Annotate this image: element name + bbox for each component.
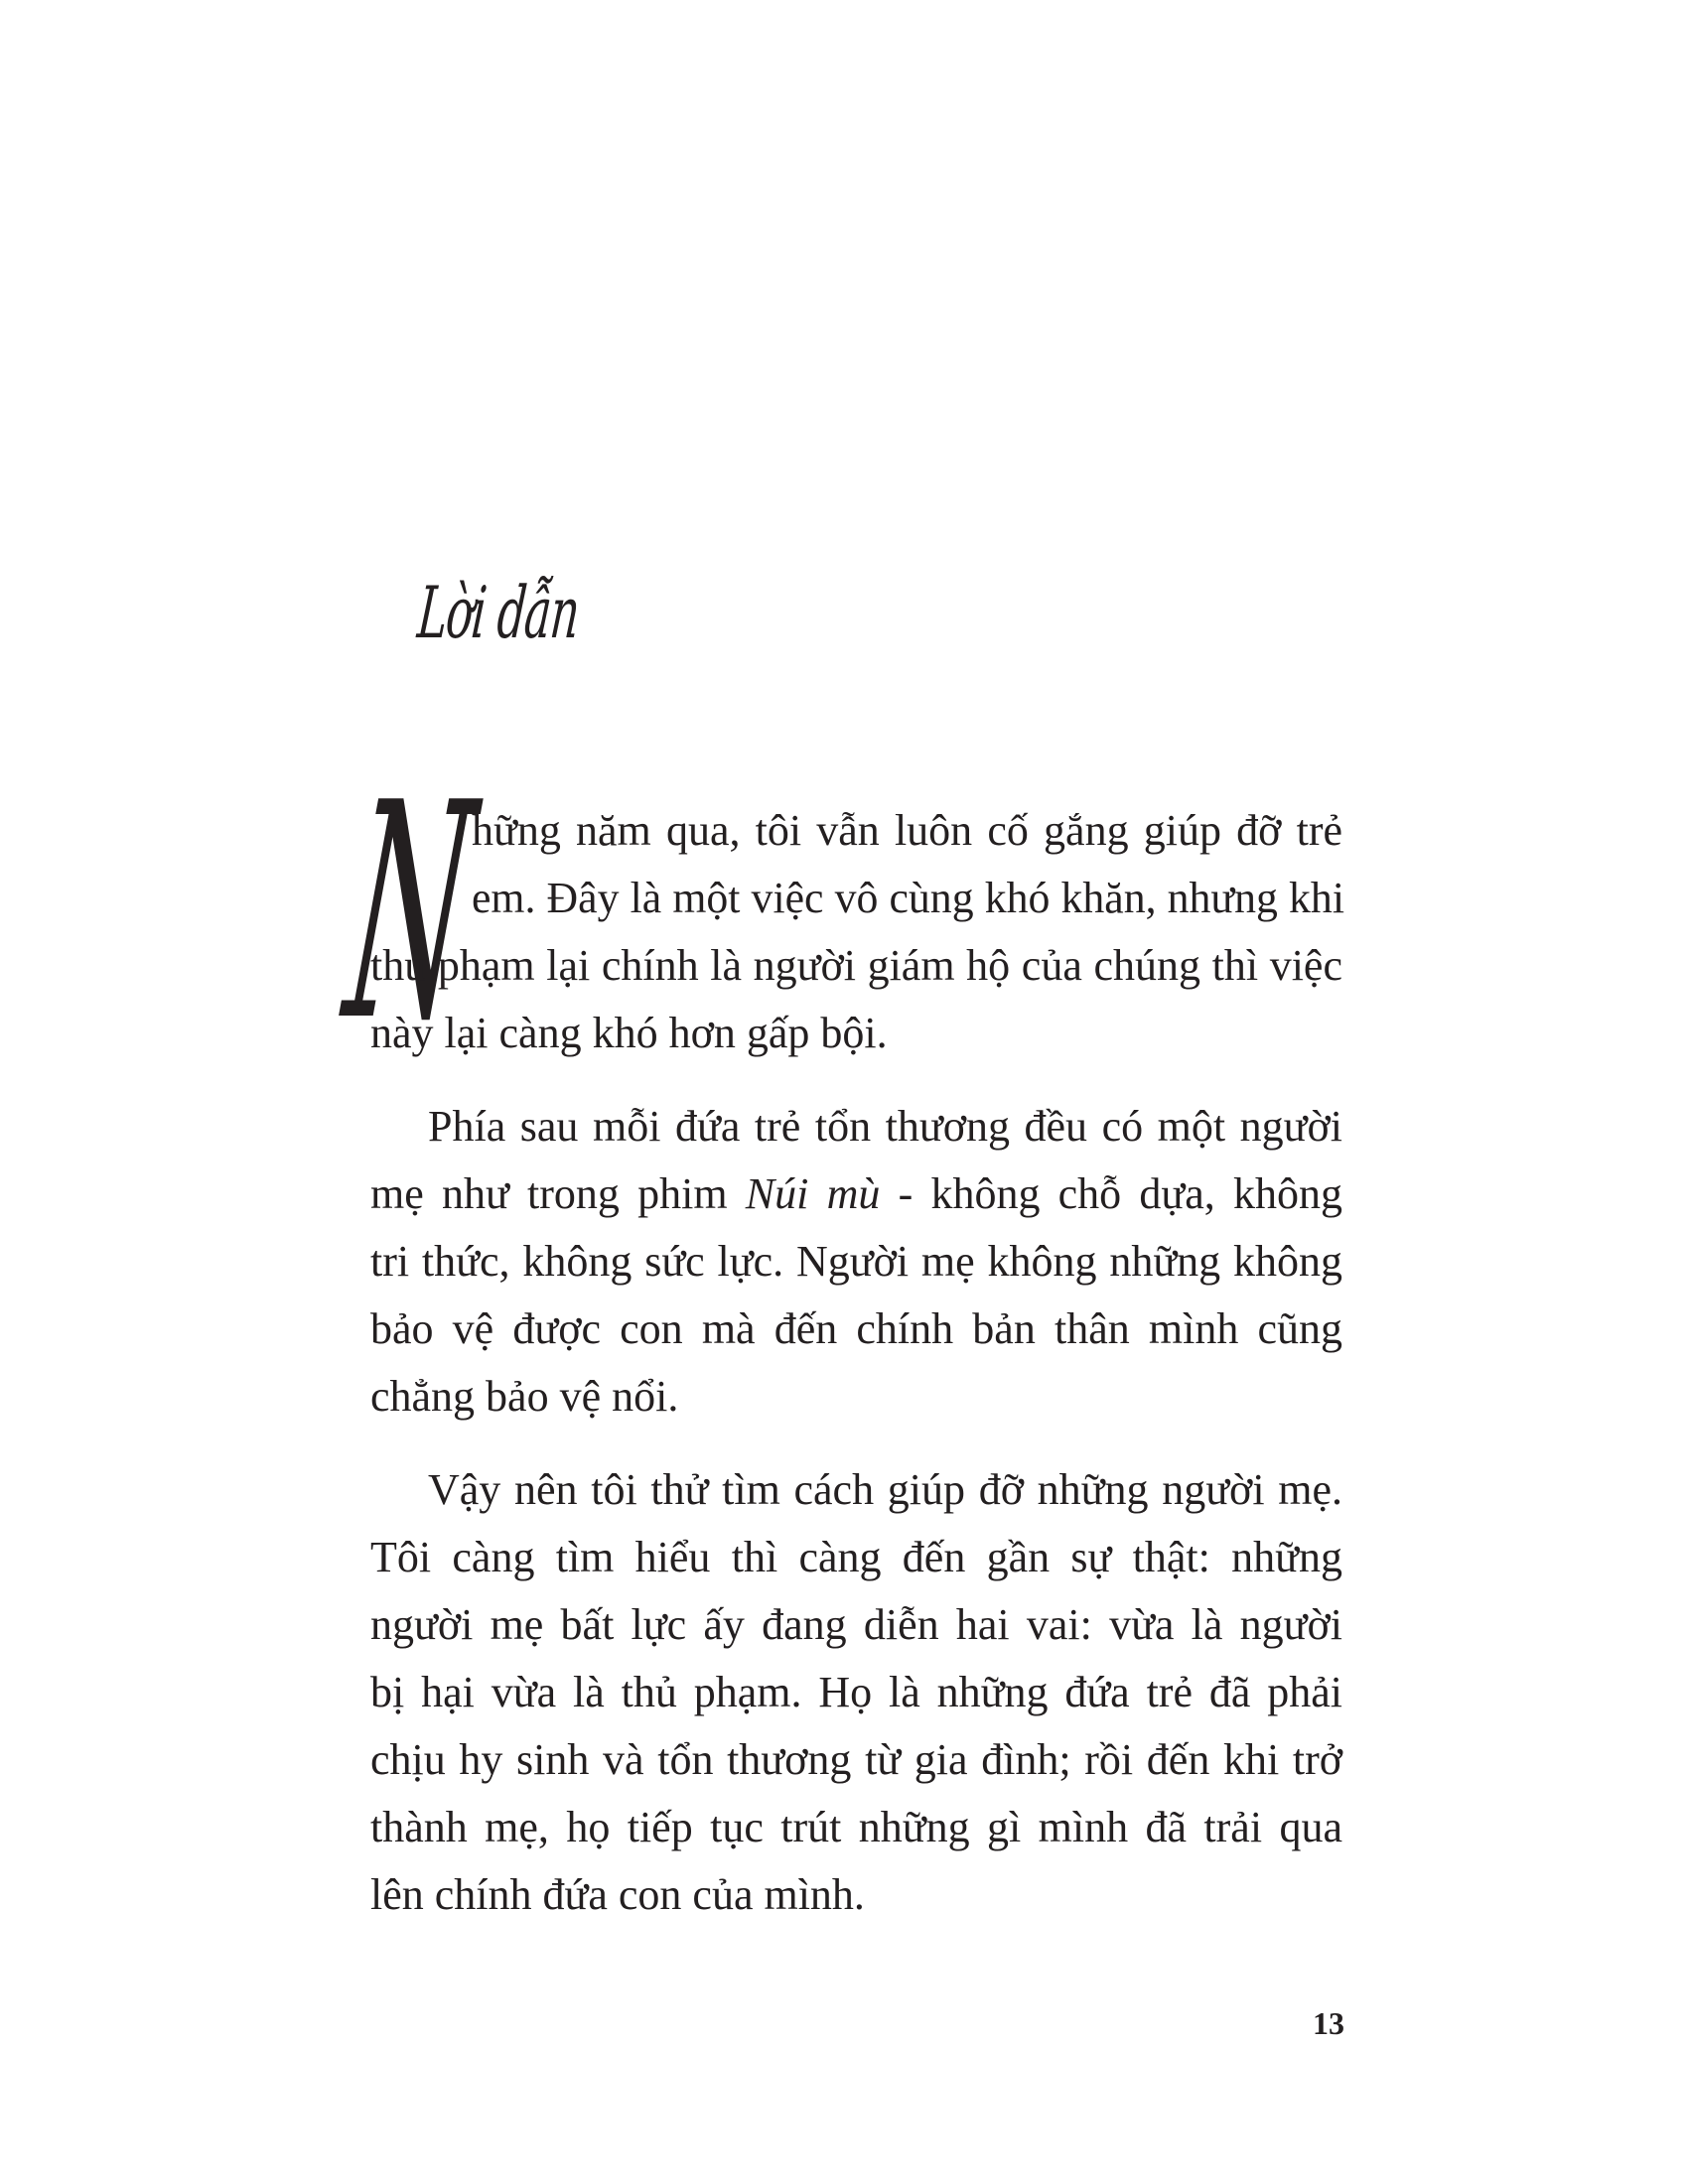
page-number: 13 <box>1313 2005 1344 2041</box>
text-line: em. Đây là một việc vô cùng khó khăn, nhưng khi <box>472 874 1344 922</box>
text-line: thành mẹ, họ tiếp tục trút những gì mình đã trải qua <box>370 1803 1342 1851</box>
text-line: này lại càng khó hơn gấp bội. <box>370 1009 888 1057</box>
text-line: Phía sau mỗi đứa trẻ tổn thương đều có một người <box>428 1102 1342 1151</box>
text-line: người mẹ bất lực ấy đang diễn hai vai: vừa là người <box>370 1600 1342 1649</box>
text-line: bảo vệ được con mà đến chính bản thân mình cũng <box>370 1304 1342 1353</box>
text-line: hững năm qua, tôi vẫn luôn cố gắng giúp đỡ trẻ <box>472 806 1342 855</box>
drop-cap: N <box>335 740 486 1086</box>
chapter-title: Lời dẫn <box>414 571 582 654</box>
text-line: bị hại vừa là thủ phạm. Họ là những đứa trẻ đã phải <box>370 1668 1342 1716</box>
text-line: Tôi càng tìm hiểu thì càng đến gần sự thật: những <box>370 1533 1342 1581</box>
text-line: tri thức, không sức lực. Người mẹ không những không <box>370 1237 1342 1286</box>
text-line: chẳng bảo vệ nổi. <box>370 1372 679 1421</box>
text-line: Vậy nên tôi thử tìm cách giúp đỡ những người mẹ. <box>428 1465 1342 1514</box>
text-line: chịu hy sinh và tổn thương từ gia đình; rồi đến khi trở <box>370 1735 1342 1784</box>
text-line: thủ phạm lại chính là người giám hộ của chúng thì việc <box>370 941 1342 990</box>
text-line: lên chính đứa con của mình. <box>370 1870 865 1919</box>
film-title: Núi mù <box>745 1169 881 1218</box>
text-segment: - không chỗ dựa, không <box>880 1169 1342 1218</box>
text-line <box>370 1169 1342 1219</box>
text-segment: mẹ như trong phim <box>370 1169 746 1218</box>
